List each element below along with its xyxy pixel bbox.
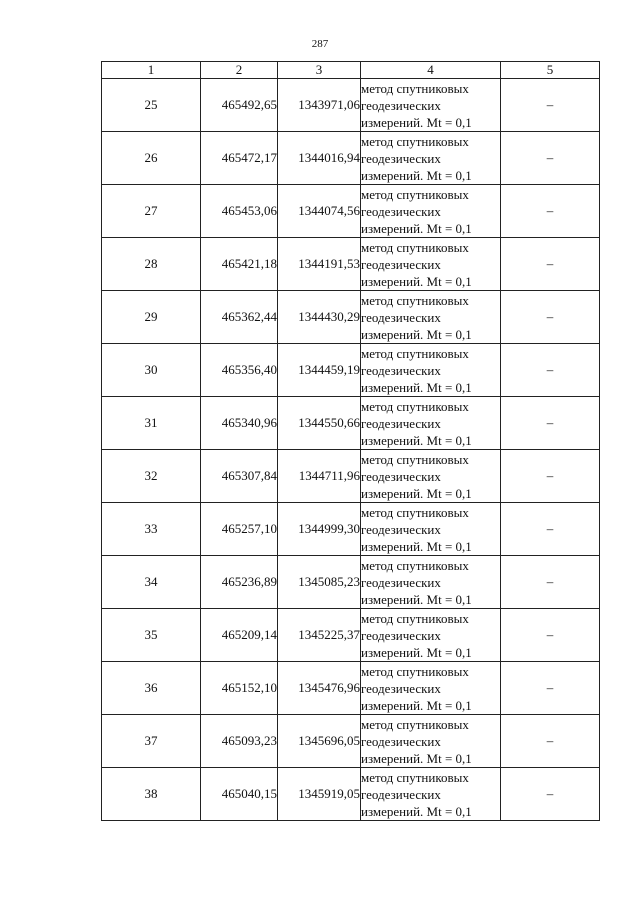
method-line: геодезических <box>361 150 441 166</box>
y-coordinate-cell: 1344430,29 <box>278 291 361 344</box>
table-body <box>102 79 600 821</box>
table-row <box>102 450 600 503</box>
method-line: геодезических <box>361 362 441 378</box>
dash-cell: – <box>501 768 600 821</box>
dash-cell: – <box>501 662 600 715</box>
method-line: метод спутниковых <box>361 133 469 149</box>
y-coordinate-cell: 1344074,56 <box>278 185 361 238</box>
y-coordinate-cell: 1345476,96 <box>278 662 361 715</box>
dash-cell: – <box>501 450 600 503</box>
point-number-cell: 31 <box>102 397 201 450</box>
method-line: измерений. Mt = 0,1 <box>361 114 472 130</box>
column-header: 1 <box>102 62 201 79</box>
x-coordinate-cell: 465340,96 <box>201 397 278 450</box>
method-line: метод спутниковых <box>361 239 469 255</box>
method-cell <box>361 185 501 238</box>
column-header: 3 <box>278 62 361 79</box>
method-line: геодезических <box>361 97 441 113</box>
x-coordinate-cell: 465236,89 <box>201 556 278 609</box>
x-coordinate-cell: 465356,40 <box>201 344 278 397</box>
method-line: метод спутниковых <box>361 769 469 785</box>
method-line: метод спутниковых <box>361 557 469 573</box>
point-number-cell: 25 <box>102 79 201 132</box>
dash-cell: – <box>501 609 600 662</box>
table-row <box>102 662 600 715</box>
point-number-cell: 32 <box>102 450 201 503</box>
method-cell <box>361 609 501 662</box>
method-line: геодезических <box>361 680 441 696</box>
y-coordinate-cell: 1343971,06 <box>278 79 361 132</box>
method-line: метод спутниковых <box>361 398 469 414</box>
method-cell <box>361 715 501 768</box>
point-number-cell: 33 <box>102 503 201 556</box>
x-coordinate-cell: 465209,14 <box>201 609 278 662</box>
x-coordinate-cell: 465362,44 <box>201 291 278 344</box>
method-line: измерений. Mt = 0,1 <box>361 644 472 660</box>
x-coordinate-cell: 465093,23 <box>201 715 278 768</box>
x-coordinate-cell: 465257,10 <box>201 503 278 556</box>
page-number: 287 <box>311 38 329 50</box>
table-row <box>102 768 600 821</box>
column-header: 2 <box>201 62 278 79</box>
table-row <box>102 79 600 132</box>
column-header: 4 <box>361 62 501 79</box>
method-line: метод спутниковых <box>361 716 469 732</box>
point-number-cell: 35 <box>102 609 201 662</box>
point-number-cell: 27 <box>102 185 201 238</box>
x-coordinate-cell: 465152,10 <box>201 662 278 715</box>
method-line: измерений. Mt = 0,1 <box>361 591 472 607</box>
method-line: геодезических <box>361 786 441 802</box>
dash-cell: – <box>501 556 600 609</box>
method-line: метод спутниковых <box>361 663 469 679</box>
method-cell <box>361 79 501 132</box>
coordinates-table <box>101 61 600 821</box>
y-coordinate-cell: 1345085,23 <box>278 556 361 609</box>
table-row <box>102 503 600 556</box>
column-header: 5 <box>501 62 600 79</box>
dash-cell: – <box>501 715 600 768</box>
dash-cell: – <box>501 238 600 291</box>
method-line: геодезических <box>361 415 441 431</box>
dash-cell: – <box>501 344 600 397</box>
y-coordinate-cell: 1345225,37 <box>278 609 361 662</box>
method-line: геодезических <box>361 733 441 749</box>
dash-cell: – <box>501 503 600 556</box>
y-coordinate-cell: 1344550,66 <box>278 397 361 450</box>
method-line: измерений. Mt = 0,1 <box>361 379 472 395</box>
method-line: метод спутниковых <box>361 186 469 202</box>
dash-cell: – <box>501 291 600 344</box>
dash-cell: – <box>501 397 600 450</box>
x-coordinate-cell: 465421,18 <box>201 238 278 291</box>
method-line: измерений. Mt = 0,1 <box>361 167 472 183</box>
x-coordinate-cell: 465040,15 <box>201 768 278 821</box>
y-coordinate-cell: 1344191,53 <box>278 238 361 291</box>
method-cell <box>361 291 501 344</box>
method-line: метод спутниковых <box>361 451 469 467</box>
method-line: геодезических <box>361 574 441 590</box>
x-coordinate-cell: 465453,06 <box>201 185 278 238</box>
table-row <box>102 609 600 662</box>
x-coordinate-cell: 465307,84 <box>201 450 278 503</box>
table-row <box>102 397 600 450</box>
table-row <box>102 185 600 238</box>
table-row <box>102 132 600 185</box>
table-row <box>102 291 600 344</box>
point-number-cell: 38 <box>102 768 201 821</box>
method-cell <box>361 662 501 715</box>
method-line: геодезических <box>361 521 441 537</box>
method-cell <box>361 768 501 821</box>
method-line: геодезических <box>361 256 441 272</box>
method-cell <box>361 503 501 556</box>
table-header-row <box>102 62 600 79</box>
method-cell <box>361 397 501 450</box>
point-number-cell: 37 <box>102 715 201 768</box>
method-cell <box>361 238 501 291</box>
method-line: метод спутниковых <box>361 345 469 361</box>
table-row <box>102 556 600 609</box>
dash-cell: – <box>501 185 600 238</box>
method-cell <box>361 556 501 609</box>
method-line: метод спутниковых <box>361 80 469 96</box>
y-coordinate-cell: 1345919,05 <box>278 768 361 821</box>
point-number-cell: 28 <box>102 238 201 291</box>
table-row <box>102 715 600 768</box>
method-line: измерений. Mt = 0,1 <box>361 803 472 819</box>
method-line: геодезических <box>361 468 441 484</box>
method-line: измерений. Mt = 0,1 <box>361 432 472 448</box>
method-line: геодезических <box>361 627 441 643</box>
x-coordinate-cell: 465492,65 <box>201 79 278 132</box>
y-coordinate-cell: 1344711,96 <box>278 450 361 503</box>
table-row <box>102 344 600 397</box>
dash-cell: – <box>501 132 600 185</box>
method-cell <box>361 132 501 185</box>
method-line: измерений. Mt = 0,1 <box>361 485 472 501</box>
method-line: измерений. Mt = 0,1 <box>361 326 472 342</box>
method-line: измерений. Mt = 0,1 <box>361 220 472 236</box>
method-line: измерений. Mt = 0,1 <box>361 697 472 713</box>
point-number-cell: 29 <box>102 291 201 344</box>
method-cell <box>361 450 501 503</box>
method-line: измерений. Mt = 0,1 <box>361 538 472 554</box>
y-coordinate-cell: 1344016,94 <box>278 132 361 185</box>
x-coordinate-cell: 465472,17 <box>201 132 278 185</box>
dash-cell: – <box>501 79 600 132</box>
method-cell <box>361 344 501 397</box>
point-number-cell: 36 <box>102 662 201 715</box>
method-line: измерений. Mt = 0,1 <box>361 273 472 289</box>
point-number-cell: 26 <box>102 132 201 185</box>
method-line: геодезических <box>361 309 441 325</box>
method-line: метод спутниковых <box>361 292 469 308</box>
point-number-cell: 34 <box>102 556 201 609</box>
method-line: измерений. Mt = 0,1 <box>361 750 472 766</box>
table-row <box>102 238 600 291</box>
method-line: геодезических <box>361 203 441 219</box>
y-coordinate-cell: 1344999,30 <box>278 503 361 556</box>
method-line: метод спутниковых <box>361 504 469 520</box>
point-number-cell: 30 <box>102 344 201 397</box>
y-coordinate-cell: 1344459,19 <box>278 344 361 397</box>
method-line: метод спутниковых <box>361 610 469 626</box>
y-coordinate-cell: 1345696,05 <box>278 715 361 768</box>
